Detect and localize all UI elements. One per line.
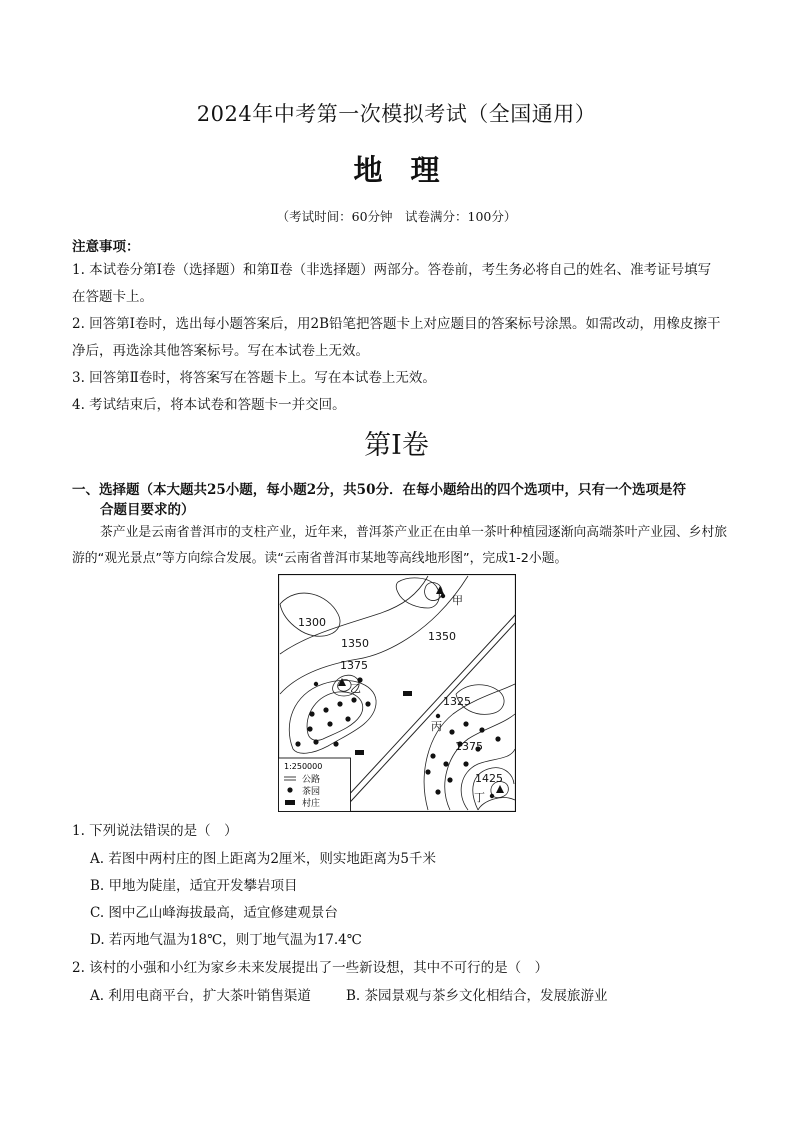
label-1375a: 1375 xyxy=(340,659,368,672)
map-legend xyxy=(279,758,351,812)
question-2-stem: 2. 该村的小强和小红为家乡未来发展提出了一些新设想，其中不可行的是（ ） xyxy=(72,960,549,976)
label-1350a: 1350 xyxy=(341,637,369,650)
notes-heading: 注意事项： xyxy=(72,239,140,255)
legend-village: 村庄 xyxy=(302,799,321,809)
label-1325: 1325 xyxy=(443,695,471,708)
label-yi: 乙 xyxy=(350,682,361,695)
exam-title: 2024年中考第一次模拟考试（全国通用） xyxy=(196,102,597,126)
note-item-4: 4. 考试结束后，将本试卷和答题卡一并交回。 xyxy=(72,397,346,413)
question-1-option-b: B. 甲地为陡崖，适宜开发攀岩项目 xyxy=(90,878,298,894)
section-title: 第Ⅰ卷 xyxy=(364,430,429,461)
note-item-2: 2. 回答第Ⅰ卷时，选出每小题答案后，用2B铅笔把答题卡上对应题目的答案标号涂黑。如需改动，用橡皮擦干净后，再选涂其他答案标号。写在本试卷上无效。 xyxy=(72,316,721,359)
question-1-option-c: C. 图中乙山峰海拔最高，适宜修建观景台 xyxy=(90,905,338,921)
legend-road: 公路 xyxy=(302,775,321,785)
question-2-option-b: B. 茶园景观与茶乡文化相结合，发展旅游业 xyxy=(346,988,608,1004)
label-1375b: 1375 xyxy=(455,740,483,753)
label-1350b: 1350 xyxy=(428,630,456,643)
village-icon xyxy=(403,691,412,696)
village-icon xyxy=(355,750,364,755)
legend-tea: 茶园 xyxy=(302,787,321,797)
legend-tea-icon xyxy=(287,787,292,792)
question-intro: 茶产业是云南省普洱市的支柱产业，近年来，普洱茶产业正在由单一茶叶种植园逐渐向高端茶叶产业园、乡村旅游的“观光景点”等方向综合发展。读“云南省普洱市某地等高线地形图”，完成1-2小题。 xyxy=(72,525,728,566)
point-bing xyxy=(436,714,440,718)
question-1-option-a: A. 若图中两村庄的图上距离为2厘米，则实地距离为5千米 xyxy=(90,851,437,867)
label-bing: 丙 xyxy=(431,720,442,733)
contour-map xyxy=(278,574,516,812)
label-1425: 1425 xyxy=(475,772,503,785)
note-item-3: 3. 回答第Ⅱ卷时，将答案写在答题卡上。写在本试卷上无效。 xyxy=(72,370,436,386)
question-1-option-d: D. 若丙地气温为18℃，则丁地气温为17.4℃ xyxy=(90,932,362,948)
point-a xyxy=(314,682,318,686)
label-1300: 1300 xyxy=(298,616,326,629)
question-1-stem: 1. 下列说法错误的是（ ） xyxy=(72,823,238,839)
subject-title: 地理 xyxy=(353,153,468,187)
part-heading-line1: 一、选择题（本大题共25小题，每小题2分，共50分．在每小题给出的四个选项中，只有一个选项是符 xyxy=(72,482,686,498)
legend-village-icon xyxy=(285,800,295,805)
question-2-option-a: A. 利用电商平台，扩大茶叶销售渠道 xyxy=(90,988,311,1004)
point-ding xyxy=(490,794,494,798)
point-jia xyxy=(441,594,445,598)
part-heading-line2: 合题目要求的） xyxy=(100,502,195,518)
note-item-1: 1. 本试卷分第Ⅰ卷（选择题）和第Ⅱ卷（非选择题）两部分。答卷前，考生务必将自己的姓名、准考证号填写在答题卡上。 xyxy=(72,262,712,305)
label-jia: 甲 xyxy=(452,594,463,607)
exam-meta: （考试时间：60分钟 试卷满分：100分） xyxy=(276,209,517,224)
part-heading xyxy=(72,480,728,520)
legend-scale: 1:250000 xyxy=(284,762,323,771)
label-ding: 丁 xyxy=(474,791,485,804)
